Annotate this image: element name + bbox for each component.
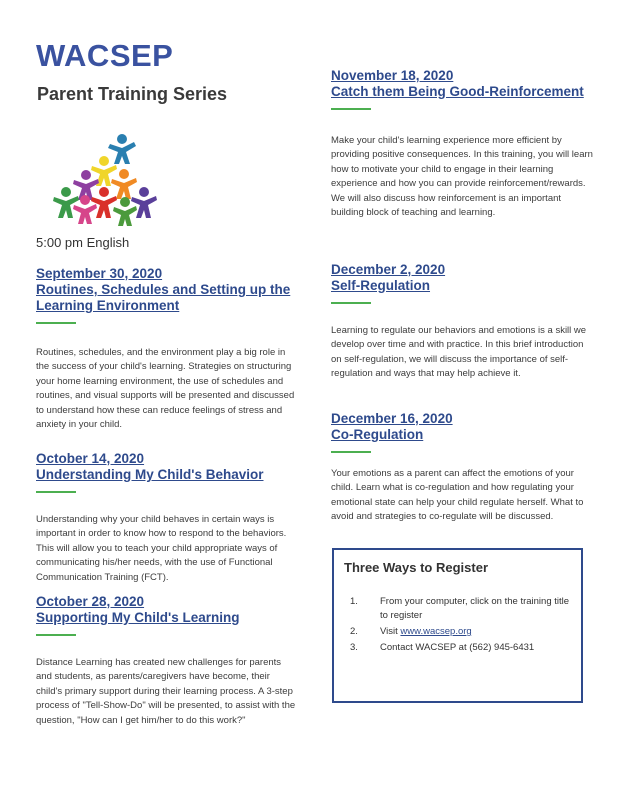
- item-number: 3.: [350, 642, 358, 653]
- register-item: [350, 595, 575, 623]
- divider: [331, 108, 371, 110]
- item-number: 1.: [350, 596, 358, 607]
- session-time: 5:00 pm English: [36, 235, 130, 250]
- item-text: [380, 625, 472, 639]
- session-date-link[interactable]: November 18, 2020: [331, 68, 454, 83]
- brand-title: WACSEP: [36, 38, 174, 73]
- session-title-link[interactable]: Self-Regulation: [331, 278, 431, 293]
- register-list: [350, 595, 575, 657]
- item-text: From your computer, click on the training title to register: [380, 596, 570, 621]
- session-date-link[interactable]: September 30, 2020: [36, 266, 163, 281]
- session-title-link[interactable]: Routines, Schedules and Setting up the Learning Environment: [36, 282, 291, 313]
- register-box: [332, 548, 583, 703]
- session-title-link[interactable]: Catch them Being Good-Reinforcement: [331, 84, 584, 99]
- session-date-link[interactable]: December 2, 2020: [331, 262, 446, 277]
- session-description: Routines, schedules, and the environment play a big role in the success of your child's learning. Strategies on structuring your home learning environment, the use of schedules and routines, and visual supports will be presented and discussed to understand how these can reduce feelings of stress and anxiety in your child.: [36, 347, 295, 431]
- session-description: Make your child's learning experience more efficient by providing positive consequences. In this training, you will learn how to motivate your child to engage in their learning experience and how you can provide reinforcement/rewards. We will also discuss how reinforcement is an important building block of teaching and learning.: [331, 135, 593, 219]
- session-title-link[interactable]: Understanding My Child's Behavior: [36, 467, 264, 482]
- item-prefix: Visit: [380, 626, 401, 637]
- session-oct-28: [36, 594, 298, 728]
- session-oct-14: [36, 451, 298, 585]
- divider: [36, 322, 76, 324]
- people-pyramid-logo: [52, 130, 162, 230]
- register-title: Three Ways to Register: [344, 560, 489, 575]
- session-date-link[interactable]: October 14, 2020: [36, 451, 145, 466]
- divider: [36, 634, 76, 636]
- register-item: [350, 641, 575, 655]
- session-sep-30: [36, 266, 298, 432]
- divider: [331, 451, 371, 453]
- divider: [331, 302, 371, 304]
- session-description: Learning to regulate our behaviors and emotions is a skill we develop over time and with practice. In this brief introduction on self-regulation, we will discuss the importance of self-regulation and ways that may help achieve it.: [331, 325, 587, 380]
- session-date-link[interactable]: December 16, 2020: [331, 411, 453, 426]
- item-number: 2.: [350, 626, 358, 637]
- website-link[interactable]: www.wacsep.org: [400, 626, 472, 637]
- item-text: Contact WACSEP at (562) 945-6431: [380, 642, 535, 653]
- session-title-link[interactable]: Supporting My Child's Learning: [36, 610, 240, 625]
- register-item: [350, 625, 575, 639]
- session-nov-18: [331, 68, 593, 220]
- session-description: Your emotions as a parent can affect the emotions of your child. Learn what is co-regulation and how regulating your emotional state can help your child regulate herself. What to avoid and strategies to co-regulate will be discussed.: [331, 468, 584, 523]
- divider: [36, 491, 76, 493]
- session-dec-2: [331, 262, 593, 382]
- session-date-link[interactable]: October 28, 2020: [36, 594, 145, 609]
- session-title-link[interactable]: Co-Regulation: [331, 427, 424, 442]
- session-description: Understanding why your child behaves in certain ways is important in order to know how to respond to the behaviors. This will allow you to teach your child appropriate ways of communicating his/her needs, with the use of Functional Communication Training (FCT).: [36, 514, 287, 583]
- series-subtitle: Parent Training Series: [37, 84, 228, 104]
- session-dec-16: [331, 411, 593, 525]
- session-description: Distance Learning has created new challenges for parents and students, as parents/caregivers have become, their child's primary support during their learning process. A 3-step process of "Tell-Show-Do" will be presented, to assist with the question, "How can I get him/her to do this work?": [36, 657, 296, 726]
